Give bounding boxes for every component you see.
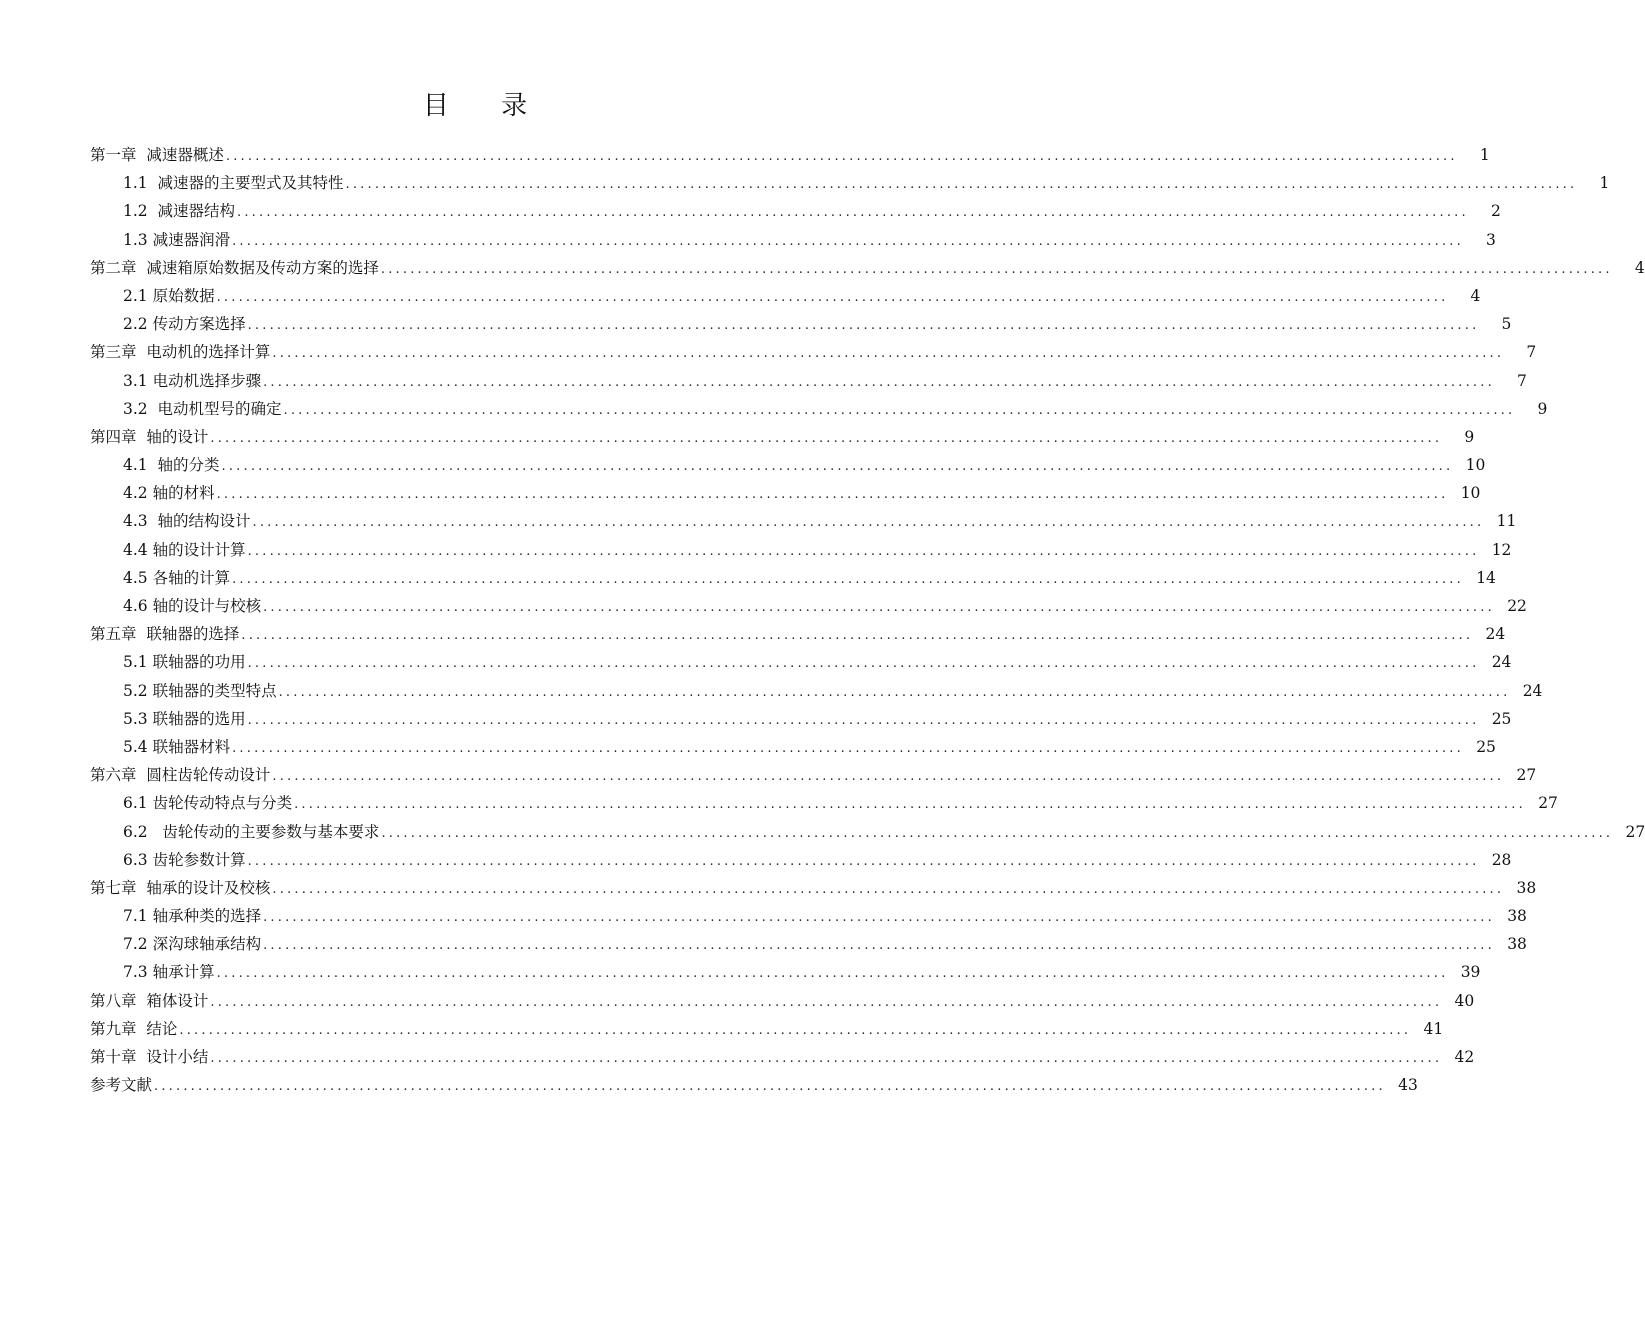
toc-page-number: 27 xyxy=(1625,822,1645,841)
toc-chapter-entry[interactable] xyxy=(90,1015,1444,1043)
toc-title: 目 录 xyxy=(422,91,550,121)
toc-dot-leader: ........................................................................................................................................................................ xyxy=(210,430,1443,446)
toc-dot-leader: ........................................................................................................................................................................ xyxy=(263,600,1495,615)
toc-entry-label: 1.1 减速器的主要型式及其特性 xyxy=(123,174,344,193)
toc-dot-leader: ........................................................................................................................................................................ xyxy=(179,1022,1412,1038)
toc-page-number: 12 xyxy=(1491,540,1512,559)
toc-dot-leader: ........................................................................................................................................................................ xyxy=(221,459,1454,475)
toc-section-entry[interactable] xyxy=(90,958,1481,986)
toc-page-number: 24 xyxy=(1491,653,1512,672)
toc-section-entry[interactable] xyxy=(90,705,1512,733)
toc-dot-leader: ........................................................................................................................................................................ xyxy=(272,881,1505,897)
toc-dot-leader: ........................................................................................................................................................................ xyxy=(247,853,1480,869)
toc-section-entry[interactable] xyxy=(90,536,1512,564)
toc-page-number: 7 xyxy=(1517,371,1527,390)
toc-entry-label: 第十章 设计小结 xyxy=(90,1048,209,1066)
toc-section-entry[interactable] xyxy=(90,169,1610,197)
toc-chapter-entry[interactable] xyxy=(90,987,1475,1015)
toc-section-entry[interactable] xyxy=(90,479,1481,507)
toc-entry-label: 7.2 深沟球轴承结构 xyxy=(123,935,262,954)
toc-entry-label: 3.1 电动机选择步骤 xyxy=(123,371,262,390)
toc-chapter-entry[interactable] xyxy=(90,1043,1475,1071)
toc-dot-leader: ........................................................................................................................................................................ xyxy=(294,797,1526,813)
toc-section-entry[interactable] xyxy=(90,226,1496,254)
toc-entry-label: 2.1 原始数据 xyxy=(123,286,215,305)
toc-section-entry[interactable] xyxy=(90,395,1548,423)
toc-section-entry[interactable] xyxy=(90,846,1512,874)
toc-dot-leader: ........................................................................................................................................................................ xyxy=(381,825,1614,841)
toc-dot-leader: ........................................................................................................................................................................ xyxy=(272,769,1505,785)
toc-entry-label: 6.2 齿轮传动的主要参数与基本要求 xyxy=(123,822,380,841)
toc-section-entry[interactable] xyxy=(90,451,1486,479)
toc-dot-leader: ........................................................................................................................................................................ xyxy=(247,318,1480,334)
toc-dot-leader: ........................................................................................................................................................................ xyxy=(263,374,1495,390)
toc-page-number: 24 xyxy=(1522,681,1543,700)
toc-dot-leader: ........................................................................................................................................................................ xyxy=(241,628,1474,644)
toc-dot-leader: ........................................................................................................................................................................ xyxy=(252,515,1485,531)
toc-entry-label: 4.5 各轴的计算 xyxy=(123,568,231,587)
toc-entry-label: 6.3 齿轮参数计算 xyxy=(123,850,246,869)
toc-entry-label: 6.1 齿轮传动特点与分类 xyxy=(123,794,293,813)
toc-page-number: 24 xyxy=(1485,625,1506,644)
toc-chapter-entry[interactable] xyxy=(90,620,1506,648)
toc-dot-leader: ........................................................................................................................................................................ xyxy=(216,289,1449,305)
toc-dot-leader: ........................................................................................................................................................................ xyxy=(247,656,1480,672)
toc-entry-label: 4.4 轴的设计计算 xyxy=(123,540,246,559)
toc-chapter-entry[interactable] xyxy=(90,761,1537,789)
toc-section-entry[interactable] xyxy=(90,733,1496,761)
toc-dot-leader: ........................................................................................................................................................................ xyxy=(216,487,1449,503)
toc-section-entry[interactable] xyxy=(90,648,1512,676)
toc-section-entry[interactable] xyxy=(90,507,1517,535)
toc-page-number: 14 xyxy=(1476,568,1496,587)
toc-page-number: 7 xyxy=(1526,343,1537,362)
toc-dot-leader: ........................................................................................................................................................................ xyxy=(154,1079,1386,1095)
toc-section-entry[interactable] xyxy=(90,789,1558,817)
toc-dot-leader: ........................................................................................................................................................................ xyxy=(210,1051,1443,1066)
toc-entry-label: 第七章 轴承的设计及校核 xyxy=(90,878,271,897)
toc-entry-label: 7.3 轴承计算 xyxy=(123,963,215,982)
toc-page-number: 9 xyxy=(1537,399,1548,418)
toc-dot-leader: ........................................................................................................................................................................ xyxy=(283,402,1516,418)
toc-entry-label: 4.3 轴的结构设计 xyxy=(123,512,251,531)
toc-page-number: 1 xyxy=(1479,146,1490,164)
toc-page-number: 22 xyxy=(1507,597,1527,615)
toc-dot-leader: ........................................................................................................................................................................ xyxy=(232,233,1464,249)
toc-dot-leader: ........................................................................................................................................................................ xyxy=(232,740,1464,756)
toc-entry-label: 5.3 联轴器的选用 xyxy=(123,709,246,728)
toc-page-number: 27 xyxy=(1516,766,1537,785)
toc-page-number: 2 xyxy=(1490,202,1501,221)
toc-dot-leader: ........................................................................................................................................................................ xyxy=(263,910,1495,926)
toc-entry-label: 第一章 减速器概述 xyxy=(90,146,224,164)
toc-dot-leader: ........................................................................................................................................................................ xyxy=(272,346,1505,362)
toc-entry-label: 4.2 轴的材料 xyxy=(123,484,215,503)
toc-chapter-entry[interactable] xyxy=(90,254,1645,282)
toc-section-entry[interactable] xyxy=(90,367,1527,395)
toc-entry-label: 第三章 电动机的选择计算 xyxy=(90,343,271,362)
toc-page-number: 39 xyxy=(1460,963,1481,982)
toc-entry-label: 第二章 减速箱原始数据及传动方案的选择 xyxy=(90,258,379,277)
toc-entry-label: 7.1 轴承种类的选择 xyxy=(123,907,262,926)
toc-entry-label: 5.4 联轴器材料 xyxy=(123,737,231,756)
toc-entry-label: 4.6 轴的设计与校核 xyxy=(123,597,262,615)
toc-entry-label: 1.3 减速器润滑 xyxy=(123,230,231,249)
toc-page-number: 42 xyxy=(1454,1048,1475,1066)
toc-entry-label: 3.2 电动机型号的确定 xyxy=(123,399,282,418)
toc-page-number: 3 xyxy=(1486,230,1496,249)
toc-dot-leader: ........................................................................................................................................................................ xyxy=(247,543,1480,559)
toc-section-entry[interactable] xyxy=(90,902,1527,930)
toc-entry-label: 参考文献 xyxy=(90,1076,153,1095)
toc-page-number: 9 xyxy=(1464,427,1475,446)
toc-entry-label: 2.2 传动方案选择 xyxy=(123,315,246,334)
toc-dot-leader: ........................................................................................................................................................................ xyxy=(237,205,1469,221)
toc-section-entry[interactable] xyxy=(90,310,1512,338)
toc-chapter-entry[interactable] xyxy=(90,423,1475,451)
toc-section-entry[interactable] xyxy=(90,564,1496,592)
toc-entry-label: 1.2 减速器结构 xyxy=(123,202,236,221)
toc-section-entry[interactable] xyxy=(90,592,1527,620)
toc-page-number: 40 xyxy=(1454,991,1475,1010)
toc-chapter-entry[interactable] xyxy=(90,141,1490,169)
toc-dot-leader: ........................................................................................................................................................................ xyxy=(380,261,1613,277)
toc-dot-leader: ........................................................................................................................................................................ xyxy=(210,994,1443,1010)
toc-section-entry[interactable] xyxy=(90,818,1645,846)
toc-page-number: 41 xyxy=(1423,1019,1444,1038)
toc-page-number: 11 xyxy=(1496,512,1517,531)
toc-section-entry[interactable] xyxy=(90,677,1543,705)
toc-section-entry[interactable] xyxy=(90,197,1501,225)
toc-page-number: 38 xyxy=(1516,878,1537,897)
toc-entry-label: 5.1 联轴器的功用 xyxy=(123,653,246,672)
toc-dot-leader: ........................................................................................................................................................................ xyxy=(247,712,1480,728)
toc-section-entry[interactable] xyxy=(90,282,1481,310)
toc-entry-label: 第九章 结论 xyxy=(90,1019,178,1038)
toc-entry-label: 第四章 轴的设计 xyxy=(90,427,209,446)
toc-page-number: 43 xyxy=(1398,1076,1418,1095)
toc-entry-label: 第五章 联轴器的选择 xyxy=(90,625,240,644)
toc-chapter-entry[interactable] xyxy=(90,1071,1418,1099)
toc-dot-leader: ........................................................................................................................................................................ xyxy=(232,571,1464,587)
toc-page-number: 27 xyxy=(1538,794,1558,813)
toc-chapter-entry[interactable] xyxy=(90,338,1537,366)
toc-page-number: 10 xyxy=(1460,484,1481,503)
toc-page-number: 25 xyxy=(1491,709,1512,728)
toc-chapter-entry[interactable] xyxy=(90,874,1537,902)
toc-list xyxy=(90,141,1645,1099)
toc-section-entry[interactable] xyxy=(90,930,1527,958)
toc-page-number: 4 xyxy=(1634,258,1645,277)
toc-entry-label: 第八章 箱体设计 xyxy=(90,991,209,1010)
toc-page-number: 4 xyxy=(1470,286,1481,305)
toc-entry-label: 5.2 联轴器的类型特点 xyxy=(123,681,277,700)
toc-page-number: 38 xyxy=(1507,907,1527,926)
toc-page-number: 1 xyxy=(1599,174,1610,193)
toc-entry-label: 第六章 圆柱齿轮传动设计 xyxy=(90,766,271,785)
toc-entry-label: 4.1 轴的分类 xyxy=(123,456,220,475)
toc-dot-leader: ........................................................................................................................................................................ xyxy=(263,938,1495,954)
toc-dot-leader: ........................................................................................................................................................................ xyxy=(225,149,1458,164)
toc-dot-leader: ........................................................................................................................................................................ xyxy=(345,177,1578,193)
toc-dot-leader: ........................................................................................................................................................................ xyxy=(216,966,1449,982)
toc-page-number: 10 xyxy=(1465,456,1486,475)
toc-dot-leader: ........................................................................................................................................................................ xyxy=(278,684,1511,700)
toc-page-number: 28 xyxy=(1491,850,1512,869)
toc-page-number: 25 xyxy=(1476,737,1496,756)
toc-page-number: 38 xyxy=(1507,935,1527,954)
toc-page-number: 5 xyxy=(1501,315,1512,334)
